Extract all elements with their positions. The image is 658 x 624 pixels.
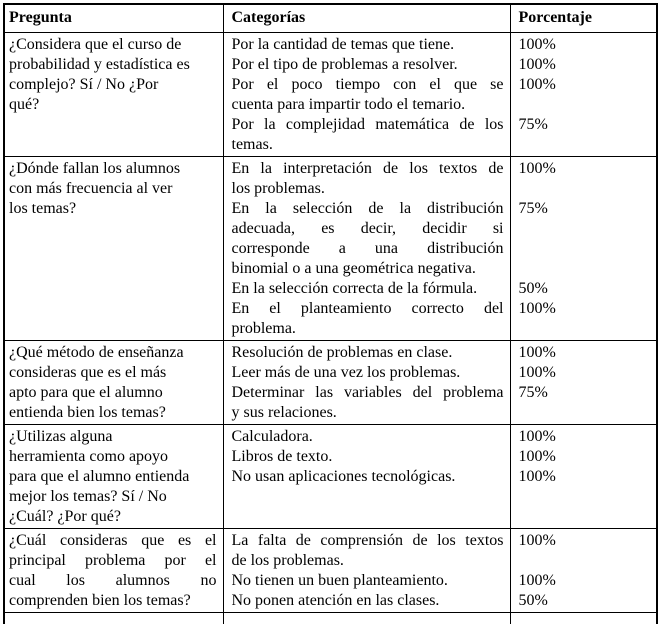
categories-cell [223,529,510,613]
percentage-value: 100% [518,468,556,485]
text-line: La falta de comprensión de los textos [231,532,504,549]
text-line: ¿Utilizas alguna [9,428,113,445]
text-line: ¿Dónde fallan los alumnos [9,160,181,177]
percentage-cell [510,425,657,529]
percentage-value: 100% [518,300,556,317]
category-item [232,343,504,363]
percentage-value: 100% [518,36,556,53]
text-line: Por el tipo de problemas a resolver. [231,56,458,73]
percentage-value: 100% [518,448,556,465]
percentage-value: 100% [518,428,556,445]
category-item [232,427,504,447]
column-header-categorias: Categorías [223,4,510,33]
text-line: Resolución de problemas en clase. [231,344,453,361]
text-line: herramienta como apoyo [9,448,169,465]
table-row [4,425,657,529]
text-line: problema. [231,320,296,337]
column-header-pregunta: Pregunta [4,4,223,33]
text-line: mejor los temas? Sí / No [9,488,167,505]
category-item [232,447,504,467]
percentage-cell [510,157,657,341]
text-line: adecuada, es decir, decidir si [231,220,504,237]
text-line: En la selección correcta de la fórmula. [231,280,478,297]
percentage-value: 100% [518,344,556,361]
category-item [232,531,504,571]
text-line: principal problema por el [9,552,217,569]
text-line: con más frecuencia al ver [9,180,173,197]
text-line: para que el alumno entienda [9,468,190,485]
percentage-value: 75% [518,384,548,401]
table-body [4,33,657,624]
text-line: complejo? Sí / No ¿Por [9,76,159,93]
empty-cell [223,613,510,624]
text-line: binomial o a una geométrica negativa. [231,260,476,277]
text-line: En el planteamiento correcto del [231,300,504,317]
category-item [232,591,504,611]
text-line: comprenden bien los temas? [9,592,191,609]
category-item [232,279,504,299]
percentage-value: 100% [518,532,556,549]
category-item [232,571,504,591]
percentage-value: 100% [518,76,556,93]
percentage-value: 50% [518,280,548,297]
percentage-value: 100% [518,572,556,589]
empty-cell [510,613,657,624]
category-item [232,115,504,155]
table-row [4,341,657,425]
text-line: ¿Cuál consideras que es el [9,532,217,549]
category-item [232,75,504,115]
category-item [232,199,504,279]
percentage-value: 100% [518,160,556,177]
text-line: Determinar las variables del problema [231,384,504,401]
text-line: ¿Cuál? ¿Por qué? [9,508,121,525]
question-cell [4,157,223,341]
text-line: Leer más de una vez los problemas. [231,364,461,381]
text-line: de los problemas. [231,552,344,569]
text-line: probabilidad y estadística es [9,56,190,73]
categories-cell [223,33,510,157]
text-line: ¿Qué método de enseñanza [9,344,184,361]
text-line: y sus relaciones. [231,404,337,421]
category-item [232,383,504,423]
column-header-porcentaje: Porcentaje [510,4,657,33]
percentage-value: 50% [518,592,548,609]
text-line: apto para que el alumno [9,384,163,401]
category-item [232,299,504,339]
question-cell [4,425,223,529]
text-line: En la selección de la distribución [231,200,504,217]
percentage-value: 75% [518,116,548,133]
text-line: consideras que es el más [9,364,167,381]
category-item [232,35,504,55]
question-cell [4,33,223,157]
text-line: No ponen atención en las clases. [231,592,440,609]
percentage-value: 100% [518,56,556,73]
text-line: No usan aplicaciones tecnológicas. [231,468,456,485]
percentage-cell [510,341,657,425]
table-row [4,33,657,157]
percentage-value: 75% [518,200,548,217]
category-item [232,363,504,383]
text-line: No tienen un buen planteamiento. [231,572,448,589]
table-row [4,157,657,341]
text-line: los problemas. [231,180,325,197]
categories-cell [223,157,510,341]
table-row [4,529,657,613]
text-line: En la interpretación de los textos de [231,160,504,177]
text-line: Calculadora. [231,428,313,445]
text-line: Libros de texto. [231,448,333,465]
text-line: cual los alumnos no [9,572,217,589]
header-row [4,4,657,33]
text-line: Por la cantidad de temas que tiene. [231,36,455,53]
text-line: Por la complejidad matemática de los [231,116,504,133]
question-cell [4,529,223,613]
percentage-cell [510,529,657,613]
empty-cell [4,613,223,624]
partial-next-row [4,613,657,624]
percentage-value: 100% [518,364,556,381]
category-item [232,159,504,199]
text-line: entienda bien los temas? [9,404,166,421]
text-line: temas. [231,136,273,153]
question-cell [4,341,223,425]
text-line: ¿Considera que el curso de [9,36,182,53]
text-line: cuenta para impartir todo el temario. [231,96,466,113]
category-item [232,467,504,487]
text-line: Por el poco tiempo con el que se [231,76,504,93]
survey-results-table [3,3,658,624]
categories-cell [223,425,510,529]
text-line: qué? [9,96,40,113]
categories-cell [223,341,510,425]
category-item [232,55,504,75]
percentage-cell [510,33,657,157]
text-line: corresponde a una distribución [231,240,504,257]
text-line: los temas? [9,200,77,217]
